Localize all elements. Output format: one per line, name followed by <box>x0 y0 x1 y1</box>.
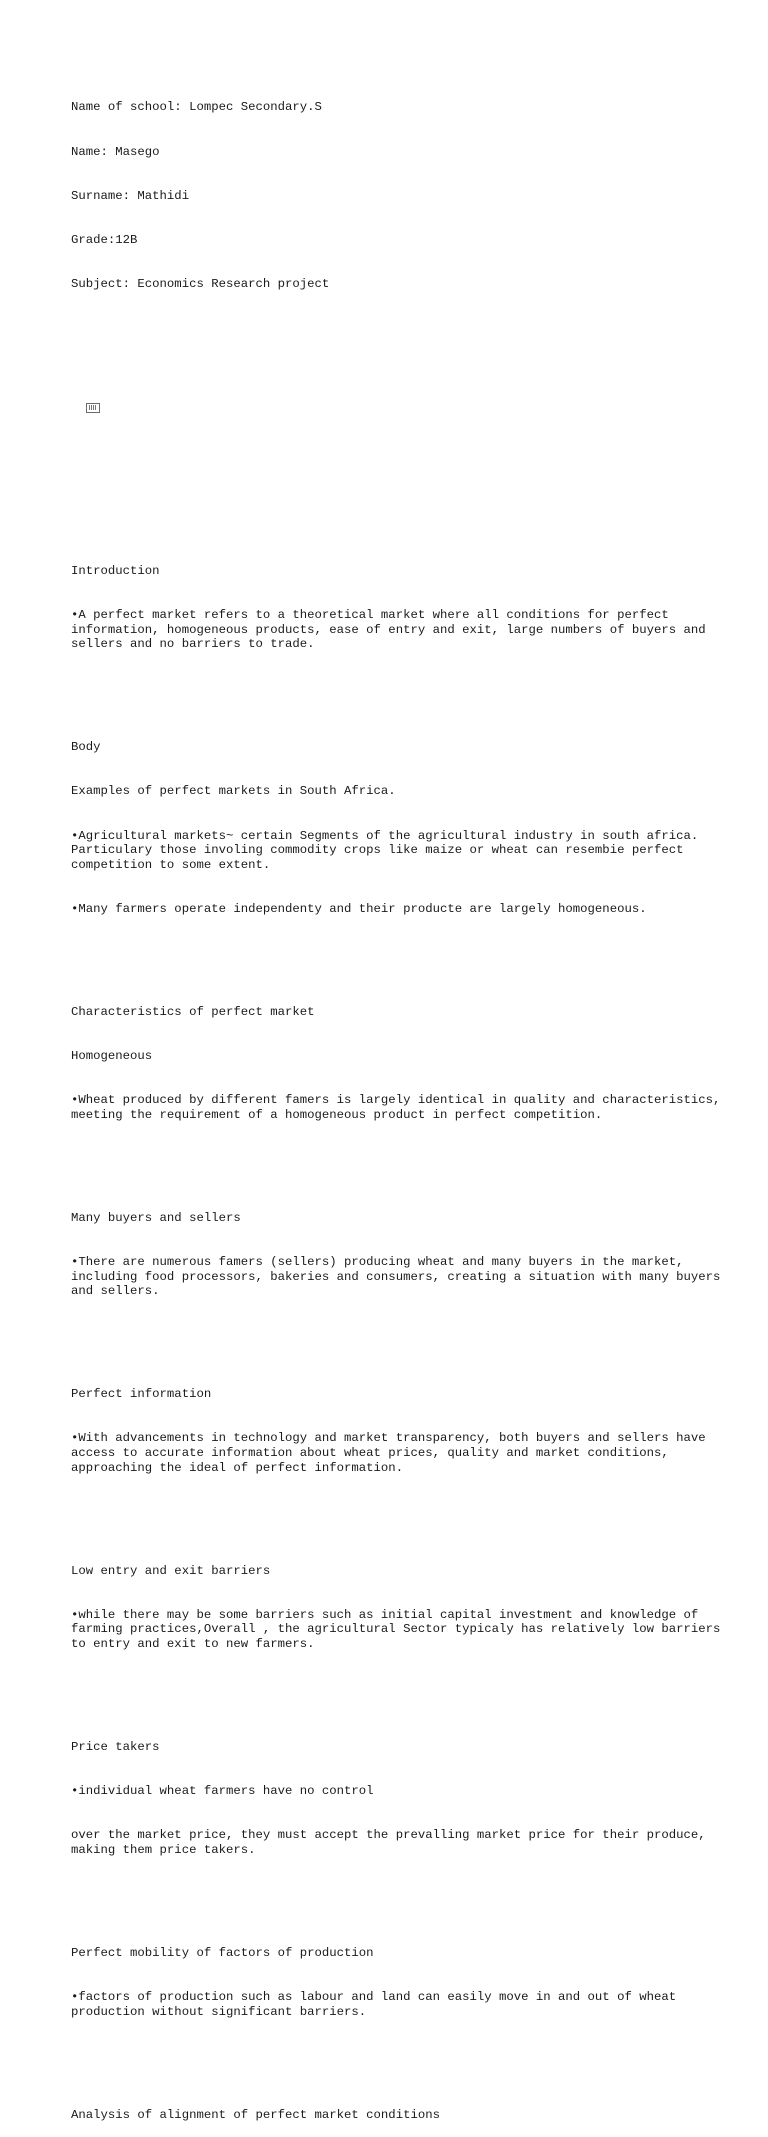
buyers-sellers-heading: Many buyers and sellers <box>71 1210 241 1225</box>
name-line: Name: Masego <box>71 144 160 159</box>
introduction-text: •A perfect market refers to a theoretical market where all conditions for perfect information, homogeneous products, ease of entry and exit, large numbers of buyers and sellers and no barriers to trade. <box>71 607 714 652</box>
body-paragraph-2: •Many farmers operate independenty and their producte are largely homogeneous. <box>71 902 647 917</box>
entry-exit-heading: Low entry and exit barriers <box>71 1563 271 1578</box>
spacer <box>71 946 731 961</box>
price-takers-line-1: •individual wheat farmers have no control <box>71 1784 374 1799</box>
buyers-sellers-text: •There are numerous famers (sellers) producing wheat and many buyers in the market, including food processors, bakeries and consumers, creating a situation with many buyers and sellers. <box>71 1254 728 1299</box>
spacer <box>71 2049 731 2064</box>
characteristics-heading: Characteristics of perfect market <box>71 1004 315 1019</box>
spacer <box>71 682 731 697</box>
body-paragraph-1: •Agricultural markets~ certain Segments of the agricultural industry in south africa. Particulary those involing commodity crops like maize or wheat can resembie perfect competition to some extent. <box>71 828 706 872</box>
mobility-text: •factors of production such as labour and land can easily move in and out of wheat production without significant barriers. <box>71 1989 684 2019</box>
missing-glyph-icon <box>86 403 100 413</box>
price-takers-text: over the market price, they must accept the prevalling market price for their produce, making them price takers. <box>71 1828 714 1857</box>
homogeneous-text: •Wheat produced by different famers is largely identical in quality and characteristics, meeting the requirement of a homogeneous product in perfect competition. <box>71 1093 728 1122</box>
school-line: Name of school: Lompec Secondary.S <box>71 100 322 115</box>
entry-exit-text: •while there may be some barriers such as initial capital investment and knowledge of farming practices,Overall , the agricultural Sector typicaly has relatively low barriers to entry and exit to new farmers. <box>71 1607 728 1652</box>
grade-line: Grade:12B <box>71 232 138 247</box>
mobility-heading: Perfect mobility of factors of production <box>71 1945 374 1960</box>
spacer <box>71 1505 731 1520</box>
subject-line: Subject: Economics Research project <box>71 276 330 291</box>
document-page <box>71 71 731 2137</box>
spacer <box>71 1328 731 1343</box>
surname-line: Surname: Mathidi <box>71 188 190 203</box>
price-takers-heading: Price takers <box>71 1740 160 1755</box>
perfect-information-text: •With advancements in technology and market transparency, both buyers and sellers have access to accurate information about wheat prices, quality and market conditions, approaching the ideal of perfect information. <box>71 1431 714 1475</box>
analysis-heading: Analysis of alignment of perfect market conditions <box>71 2107 440 2122</box>
introduction-heading: Introduction <box>71 563 160 578</box>
spacer <box>71 1887 731 1902</box>
homogeneous-heading: Homogeneous <box>71 1049 153 1064</box>
perfect-information-heading: Perfect information <box>71 1387 212 1402</box>
spacer <box>71 336 731 380</box>
spacer <box>71 1681 731 1696</box>
spacer <box>71 1152 731 1167</box>
spacer <box>71 432 731 520</box>
body-subheading: Examples of perfect markets in South Africa. <box>71 784 396 799</box>
body-heading: Body <box>71 740 101 755</box>
